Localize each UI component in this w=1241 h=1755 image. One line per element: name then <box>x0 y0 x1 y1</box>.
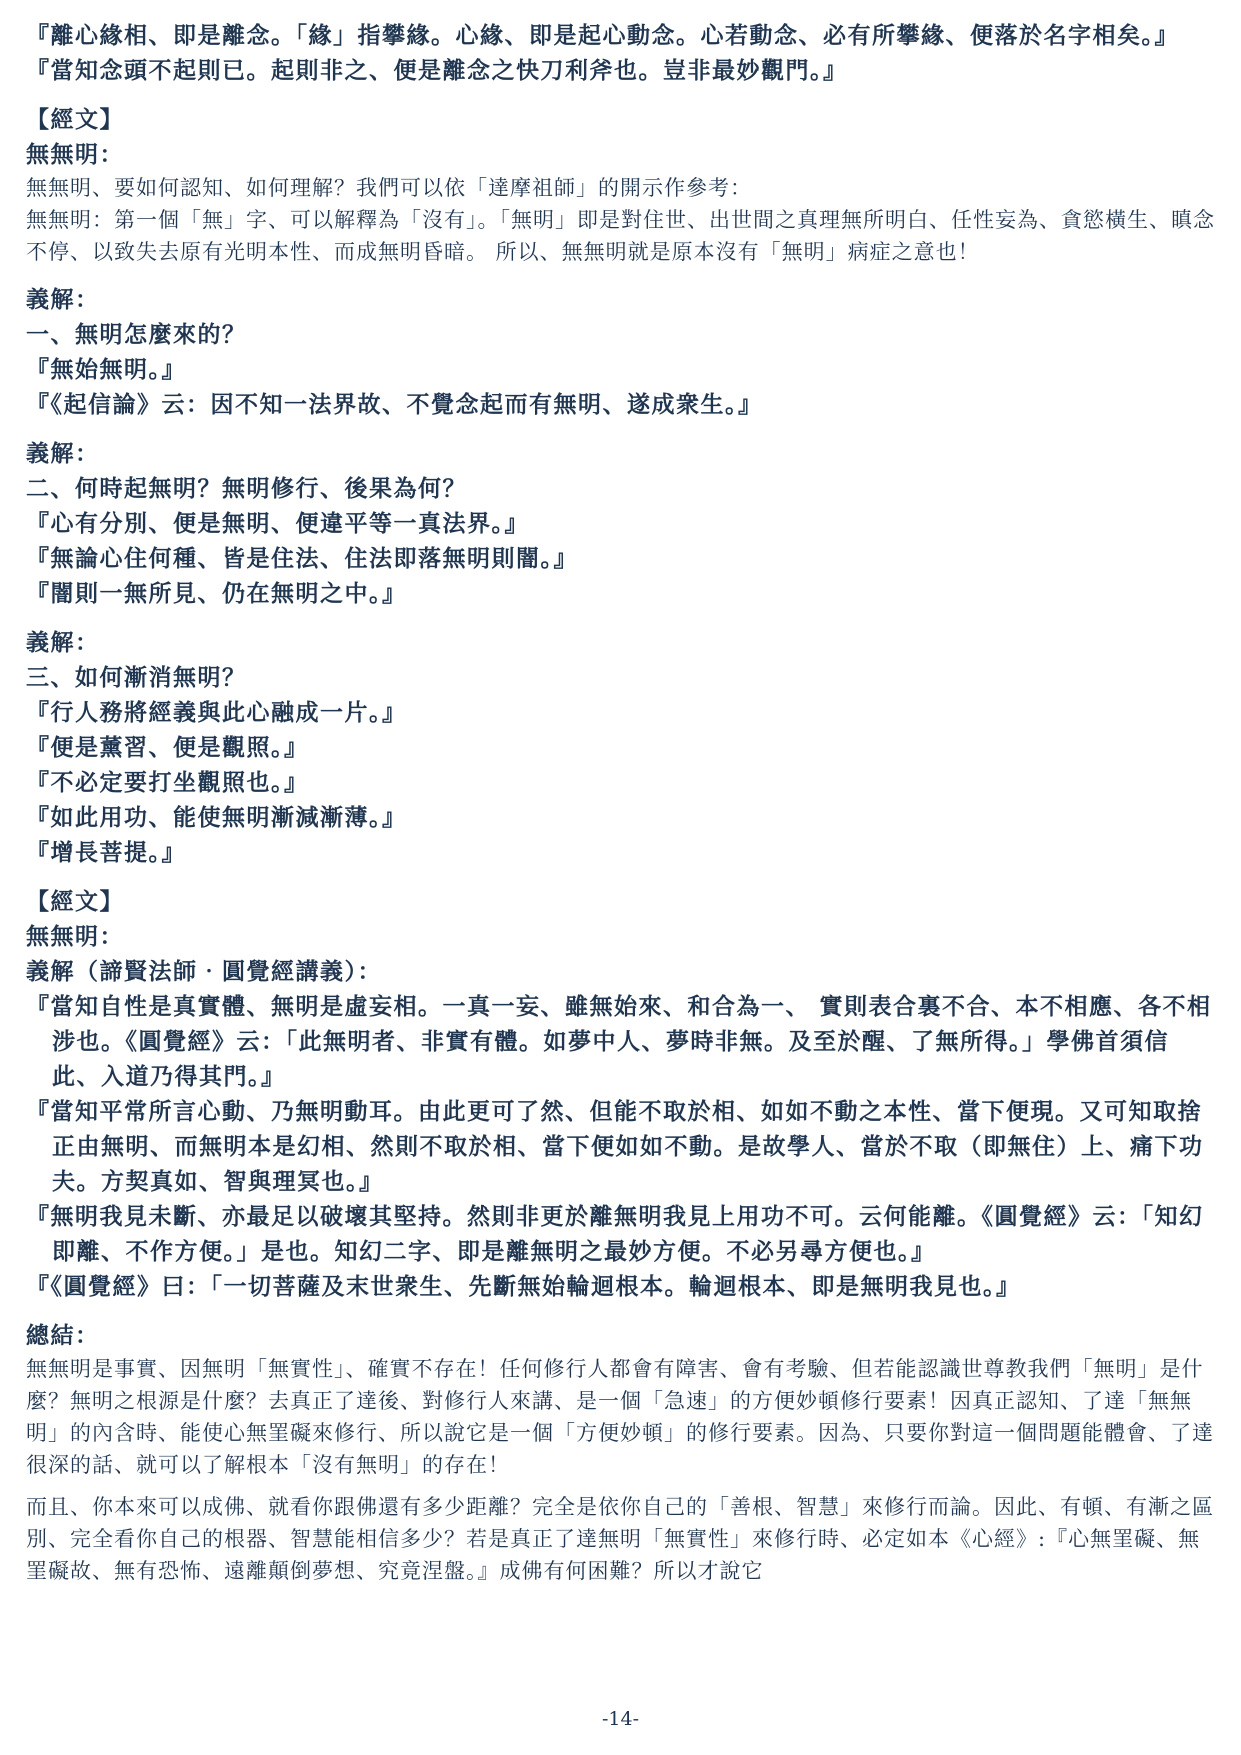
summary-paragraph: 而且、你本來可以成佛、就看你跟佛還有多少距離？完全是依你自己的「善根、智慧」來修行而論。因此、有頓、有漸之區別、完全看你自己的根器、智慧能相信多少？若是真正了達無明「無實性」來修行時、必定如本《心經》:『心無罣礙、無罣礙故、無有恐怖、遠離顛倒夢想、究竟涅盤。』成佛有何困難？所以才說它 <box>26 1495 1214 1583</box>
quote: 『無始無明。』 <box>26 356 186 383</box>
yijie-label: 義解： <box>26 629 100 656</box>
question-heading: 一、無明怎麼來的？ <box>26 321 247 348</box>
quote: 『便是薰習、便是觀照。』 <box>26 734 309 761</box>
intro-quote-2: 『當知念頭不起則已。起則非之、便是離念之快刀利斧也。豈非最妙觀門。』 <box>26 57 848 84</box>
yijie-label: 義解： <box>26 286 100 313</box>
quote: 『《圓覺經》曰：「一切菩薩及末世衆生、先斷無始輪迴根本。輪迴根本、即是無明我見也。』 <box>26 1273 1021 1300</box>
intro-quote-1: 『離心緣相、即是離念。「緣」指攀緣。心緣、即是起心動念。心若動念、必有所攀緣、便落於名字相矣。』 <box>26 22 1179 49</box>
quote: 『無明我見未斷、亦最足以破壞其堅持。然則非更於離無明我見上用功不可。云何能離。《圓覺經》云：「知幻即離、不作方便。」是也。知幻二字、即是離無明之最妙方便。不必另尋方便也。』 <box>26 1203 1204 1265</box>
quote: 『不必定要打坐觀照也。』 <box>26 769 309 796</box>
sutra-label: 【經文】 <box>26 888 124 915</box>
quote: 『當知自性是真實體、無明是虛妄相。一真一妄、雖無始來、和合為一、 實則表合裏不合、本不相應、各不相涉也。《圓覺經》云：「此無明者、非實有體。如夢中人、夢時非無。及至於醒、了無所得。」學佛首須信此、入道乃得其門。』 <box>26 993 1212 1090</box>
commentary-heading: 義解（諦賢法師‧圓覺經講義）： <box>26 958 382 985</box>
quote: 『心有分別、便是無明、便違平等一真法界。』 <box>26 510 529 537</box>
summary-label: 總結： <box>26 1322 100 1349</box>
paragraph: 無無明、要如何認知、如何理解？我們可以依「達摩祖師」的開示作參考： <box>26 176 752 200</box>
quote: 『增長菩提。』 <box>26 839 186 866</box>
quote: 『無論心住何種、皆是住法、住法即落無明則闇。』 <box>26 545 578 572</box>
question-heading: 二、何時起無明？無明修行、後果為何？ <box>26 475 467 502</box>
quote: 『當知平常所言心動、乃無明動耳。由此更可了然、但能不取於相、如如不動之本性、當下便現。又可知取捨正由無明、而無明本是幻相、然則不取於相、當下便如如不動。是故學人、當於不取（即無住）上、痛下功夫。方契真如、智與理冥也。』 <box>26 1098 1204 1195</box>
summary-paragraph: 無無明是事實、因無明「無實性」、確實不存在！任何修行人都會有障害、會有考驗、但若能認識世尊教我們「無明」是什麼？無明之根源是什麼？去真正了達後、對修行人來講、是一個「急速」的方便妙頓修行要素！因真正認知、了達「無無明」的內含時、能使心無罣礙來修行、所以說它是一個「方便妙頓」的修行要素。因為、只要你對這一個問題能體會、了達很深的話、就可以了解根本「沒有無明」的存在！ <box>26 1357 1214 1477</box>
yijie-label: 義解： <box>26 440 100 467</box>
sutra-label: 【經文】 <box>26 106 124 133</box>
quote: 『行人務將經義與此心融成一片。』 <box>26 699 407 726</box>
quote: 『如此用功、能使無明漸減漸薄。』 <box>26 804 407 831</box>
quote: 『《起信論》云：因不知一法界故、不覺念起而有無明、遂成衆生。』 <box>26 391 763 418</box>
paragraph: 無無明：第一個「無」字、可以解釋為「沒有」。「無明」即是對住世、出世間之真理無所明白、任性妄為、貪慾橫生、瞋念不停、以致失去原有光明本性、而成無明昏暗。 所以、無無明就是原本沒有「無明」病症之意也！ <box>26 208 1215 264</box>
quote: 『闇則一無所見、仍在無明之中。』 <box>26 580 407 607</box>
section-title: 無無明： <box>26 141 124 168</box>
document-page <box>26 18 1216 1587</box>
section-title: 無無明： <box>26 923 124 950</box>
page-number: -14- <box>601 1708 640 1730</box>
question-heading: 三、如何漸消無明？ <box>26 664 247 691</box>
